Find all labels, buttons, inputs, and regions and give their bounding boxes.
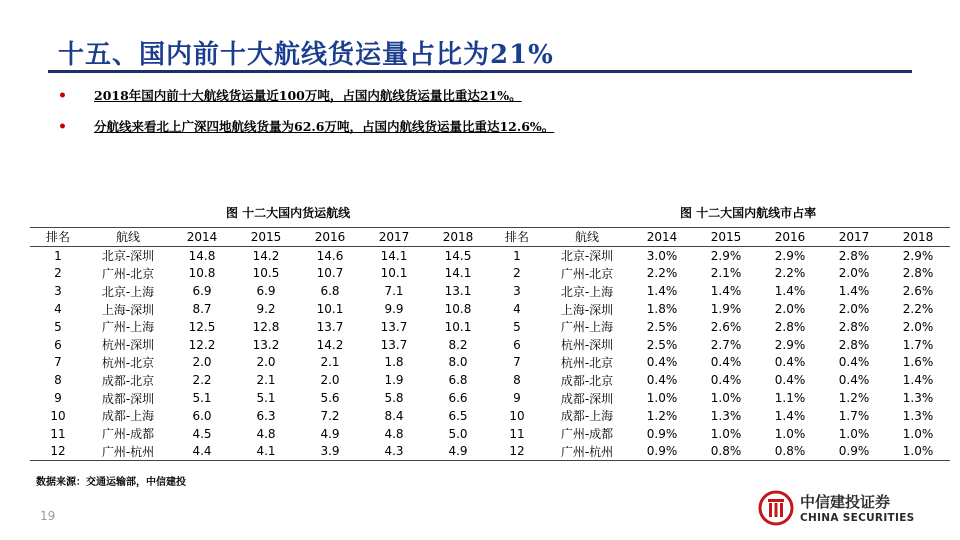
rank-cell: 4 [54,302,62,317]
value-cell: 6.9 [256,284,276,299]
value-cell: 9.9 [384,302,404,317]
table-row [30,300,490,318]
value-cell: 4.4 [170,443,234,461]
value-cell: 12.2 [188,337,216,352]
value-cell: 1.0% [838,426,870,441]
value-cell: 1.0% [710,391,742,406]
value-cell: 4.8 [256,426,276,441]
rank-cell: 12 [30,443,86,461]
route-cell: 北京-深圳 [101,249,155,264]
value-cell: 8.0 [448,355,468,370]
table-row [30,354,490,372]
route-cell: 广州-北京 [560,266,614,281]
value-cell: 9.2 [256,302,276,317]
route-cell: 北京-上海 [101,284,155,299]
value-cell: 1.9% [710,302,742,317]
value-cell: 2.8% [838,337,870,352]
value-cell: 0.8% [758,443,822,461]
route-cell: 成都-北京 [560,373,614,388]
table-row [490,371,950,389]
rank-cell: 5 [54,319,62,334]
column-header: 排名 [490,228,544,247]
value-cell: 2.1 [320,355,340,370]
column-header: 2014 [630,228,694,247]
value-cell: 0.8% [694,443,758,461]
rank-cell: 10 [50,408,66,423]
value-cell: 1.4% [838,284,870,299]
value-cell: 2.1% [710,266,742,281]
table-row [490,282,950,300]
rank-cell: 9 [54,391,62,406]
rank-cell: 9 [513,391,521,406]
value-cell: 6.6 [448,391,468,406]
value-cell: 14.1 [444,266,472,281]
value-cell: 14.1 [380,248,408,263]
value-cell: 8.4 [384,408,404,423]
value-cell: 2.0 [256,355,276,370]
table-row [30,371,490,389]
value-cell: 10.7 [316,266,344,281]
value-cell: 14.2 [316,337,344,352]
column-header: 2016 [298,228,362,247]
rank-cell: 6 [54,337,62,352]
route-cell: 广州-北京 [101,266,155,281]
table-row [30,318,490,336]
rank-cell: 3 [513,284,521,299]
route-cell: 杭州-深圳 [560,338,614,353]
data-source-note: 数据来源：交通运输部，中信建投 [36,477,186,488]
value-cell: 2.6% [902,284,934,299]
value-cell: 1.3% [710,408,742,423]
route-cell: 广州-上海 [101,320,155,335]
value-cell: 0.4% [838,373,870,388]
table-row [490,336,950,354]
left-freight-table [30,227,490,461]
value-cell: 2.0 [192,355,212,370]
left-table-caption: 图 十二大国内货运航线 [226,206,351,220]
column-header: 2015 [234,228,298,247]
value-cell: 0.4% [838,355,870,370]
value-cell: 2.2% [902,302,934,317]
rank-cell: 11 [50,426,66,441]
bullet-text: 分航线来看北上广深四地航线货量为62.6万吨，占国内航线货运量比重达12.6%。 [94,119,555,134]
bullet-dot-icon: • [58,119,67,135]
bullet-text: 2018年国内前十大航线货运量近100万吨，占国内航线货运量比重达21%。 [94,88,522,103]
table-row [30,336,490,354]
rank-cell: 2 [54,266,62,281]
route-cell: 广州-成都 [101,427,155,442]
table-row [490,246,950,264]
value-cell: 5.6 [320,391,340,406]
table-row [490,354,950,372]
company-logo [758,490,928,530]
route-cell: 杭州-深圳 [101,338,155,353]
value-cell: 14.5 [444,248,472,263]
column-header: 2016 [758,228,822,247]
value-cell: 2.0% [774,302,806,317]
value-cell: 1.0% [902,426,934,441]
value-cell: 1.0% [886,443,950,461]
value-cell: 2.7% [710,337,742,352]
value-cell: 1.1% [774,391,806,406]
rank-cell: 6 [513,337,521,352]
column-header: 2018 [886,228,950,247]
table-row [490,318,950,336]
column-header: 2015 [694,228,758,247]
value-cell: 0.4% [774,373,806,388]
title-divider [48,70,912,73]
value-cell: 4.1 [234,443,298,461]
value-cell: 1.0% [774,426,806,441]
page-title: 十五、国内前十大航线货运量占比为21% [58,40,554,70]
column-header: 2014 [170,228,234,247]
value-cell: 10.1 [380,266,408,281]
value-cell: 1.0% [646,391,678,406]
value-cell: 5.0 [448,426,468,441]
value-cell: 2.9% [902,248,934,263]
bullet-dot-icon: • [58,88,67,104]
value-cell: 13.2 [252,337,280,352]
value-cell: 13.7 [380,337,408,352]
value-cell: 1.9 [384,373,404,388]
route-cell: 成都-深圳 [101,391,155,406]
value-cell: 2.6% [710,319,742,334]
rank-cell: 7 [54,355,62,370]
rank-cell: 3 [54,284,62,299]
value-cell: 5.1 [192,391,212,406]
value-cell: 10.5 [252,266,280,281]
value-cell: 1.4% [646,284,678,299]
value-cell: 0.4% [646,355,678,370]
value-cell: 0.9% [822,443,886,461]
value-cell: 13.7 [316,319,344,334]
value-cell: 10.1 [316,302,344,317]
value-cell: 6.8 [320,284,340,299]
value-cell: 2.8% [838,248,870,263]
value-cell: 2.8% [774,319,806,334]
table-row [490,425,950,443]
column-header: 2017 [362,228,426,247]
table-row [30,246,490,264]
table-header-row [490,228,950,247]
column-header: 航线 [544,228,630,247]
table-row [30,265,490,283]
table-row [490,389,950,407]
value-cell: 2.1 [256,373,276,388]
value-cell: 4.5 [192,426,212,441]
value-cell: 1.4% [710,284,742,299]
value-cell: 1.2% [646,408,678,423]
value-cell: 7.1 [384,284,404,299]
value-cell: 0.4% [710,373,742,388]
table-row [30,407,490,425]
value-cell: 2.8% [838,319,870,334]
value-cell: 2.8% [902,266,934,281]
value-cell: 1.4% [902,373,934,388]
route-cell: 广州-杭州 [544,443,630,461]
value-cell: 1.3% [902,391,934,406]
route-cell: 杭州-北京 [101,355,155,370]
rank-cell: 5 [513,319,521,334]
rank-cell: 12 [490,443,544,461]
value-cell: 1.0% [710,426,742,441]
value-cell: 2.9% [774,248,806,263]
bullet-item [58,86,522,104]
value-cell: 1.3% [902,408,934,423]
route-cell: 广州-上海 [560,320,614,335]
value-cell: 0.4% [710,355,742,370]
value-cell: 0.9% [646,426,678,441]
value-cell: 2.5% [646,319,678,334]
value-cell: 1.4% [774,408,806,423]
rank-cell: 2 [513,266,521,281]
value-cell: 2.2% [646,266,678,281]
value-cell: 1.7% [902,337,934,352]
value-cell: 14.6 [316,248,344,263]
value-cell: 6.8 [448,373,468,388]
value-cell: 4.8 [384,426,404,441]
value-cell: 2.5% [646,337,678,352]
value-cell: 4.9 [426,443,490,461]
column-header: 航线 [86,228,170,247]
value-cell: 12.8 [252,319,280,334]
value-cell: 2.0% [902,319,934,334]
value-cell: 6.5 [448,408,468,423]
value-cell: 2.2% [774,266,806,281]
route-cell: 成都-北京 [101,373,155,388]
rank-cell: 1 [54,248,62,263]
rank-cell: 8 [513,373,521,388]
rank-cell: 7 [513,355,521,370]
value-cell: 13.7 [380,319,408,334]
value-cell: 6.9 [192,284,212,299]
table-row [490,265,950,283]
value-cell: 2.9% [710,248,742,263]
route-cell: 北京-深圳 [560,249,614,264]
value-cell: 14.2 [252,248,280,263]
value-cell: 0.4% [774,355,806,370]
value-cell: 6.3 [256,408,276,423]
value-cell: 2.0% [838,266,870,281]
rank-cell: 8 [54,373,62,388]
value-cell: 8.7 [192,302,212,317]
value-cell: 10.1 [444,319,472,334]
table-row [490,443,950,461]
value-cell: 3.9 [298,443,362,461]
page-number: 19 [40,509,56,523]
value-cell: 0.9% [630,443,694,461]
value-cell: 8.2 [448,337,468,352]
logo-english-name: CHINA SECURITIES [800,512,915,524]
route-cell: 广州-杭州 [86,443,170,461]
table-row [30,389,490,407]
table-row [490,407,950,425]
rank-cell: 1 [513,248,521,263]
value-cell: 1.6% [902,355,934,370]
rank-cell: 4 [513,302,521,317]
value-cell: 1.4% [774,284,806,299]
table-row [30,425,490,443]
rank-cell: 10 [509,408,525,423]
route-cell: 北京-上海 [560,284,614,299]
route-cell: 上海-深圳 [560,302,614,317]
value-cell: 6.0 [192,408,212,423]
value-cell: 10.8 [188,266,216,281]
column-header: 2018 [426,228,490,247]
value-cell: 2.0% [838,302,870,317]
value-cell: 2.2 [192,373,212,388]
value-cell: 14.8 [188,248,216,263]
bullet-item [58,117,554,135]
route-cell: 成都-深圳 [560,391,614,406]
right-share-table [490,227,950,461]
route-cell: 广州-成都 [560,427,614,442]
value-cell: 13.1 [444,284,472,299]
value-cell: 5.8 [384,391,404,406]
value-cell: 1.2% [838,391,870,406]
value-cell: 4.9 [320,426,340,441]
route-cell: 成都-上海 [101,409,155,424]
value-cell: 2.9% [774,337,806,352]
china-securities-logo-icon [758,490,794,526]
route-cell: 成都-上海 [560,409,614,424]
value-cell: 4.3 [362,443,426,461]
right-table-caption: 图 十二大国内航线市占率 [680,206,817,220]
value-cell: 5.1 [256,391,276,406]
value-cell: 1.8 [384,355,404,370]
value-cell: 0.4% [646,373,678,388]
value-cell: 3.0% [646,248,678,263]
table-row [30,282,490,300]
value-cell: 1.7% [838,408,870,423]
logo-chinese-name: 中信建投证券 [800,493,891,511]
table-header-row [30,228,490,247]
value-cell: 7.2 [320,408,340,423]
value-cell: 2.0 [320,373,340,388]
value-cell: 10.8 [444,302,472,317]
value-cell: 12.5 [188,319,216,334]
rank-cell: 11 [509,426,525,441]
column-header: 排名 [30,228,86,247]
route-cell: 上海-深圳 [101,302,155,317]
route-cell: 杭州-北京 [560,355,614,370]
column-header: 2017 [822,228,886,247]
table-row [490,300,950,318]
table-row [30,443,490,461]
value-cell: 1.8% [646,302,678,317]
